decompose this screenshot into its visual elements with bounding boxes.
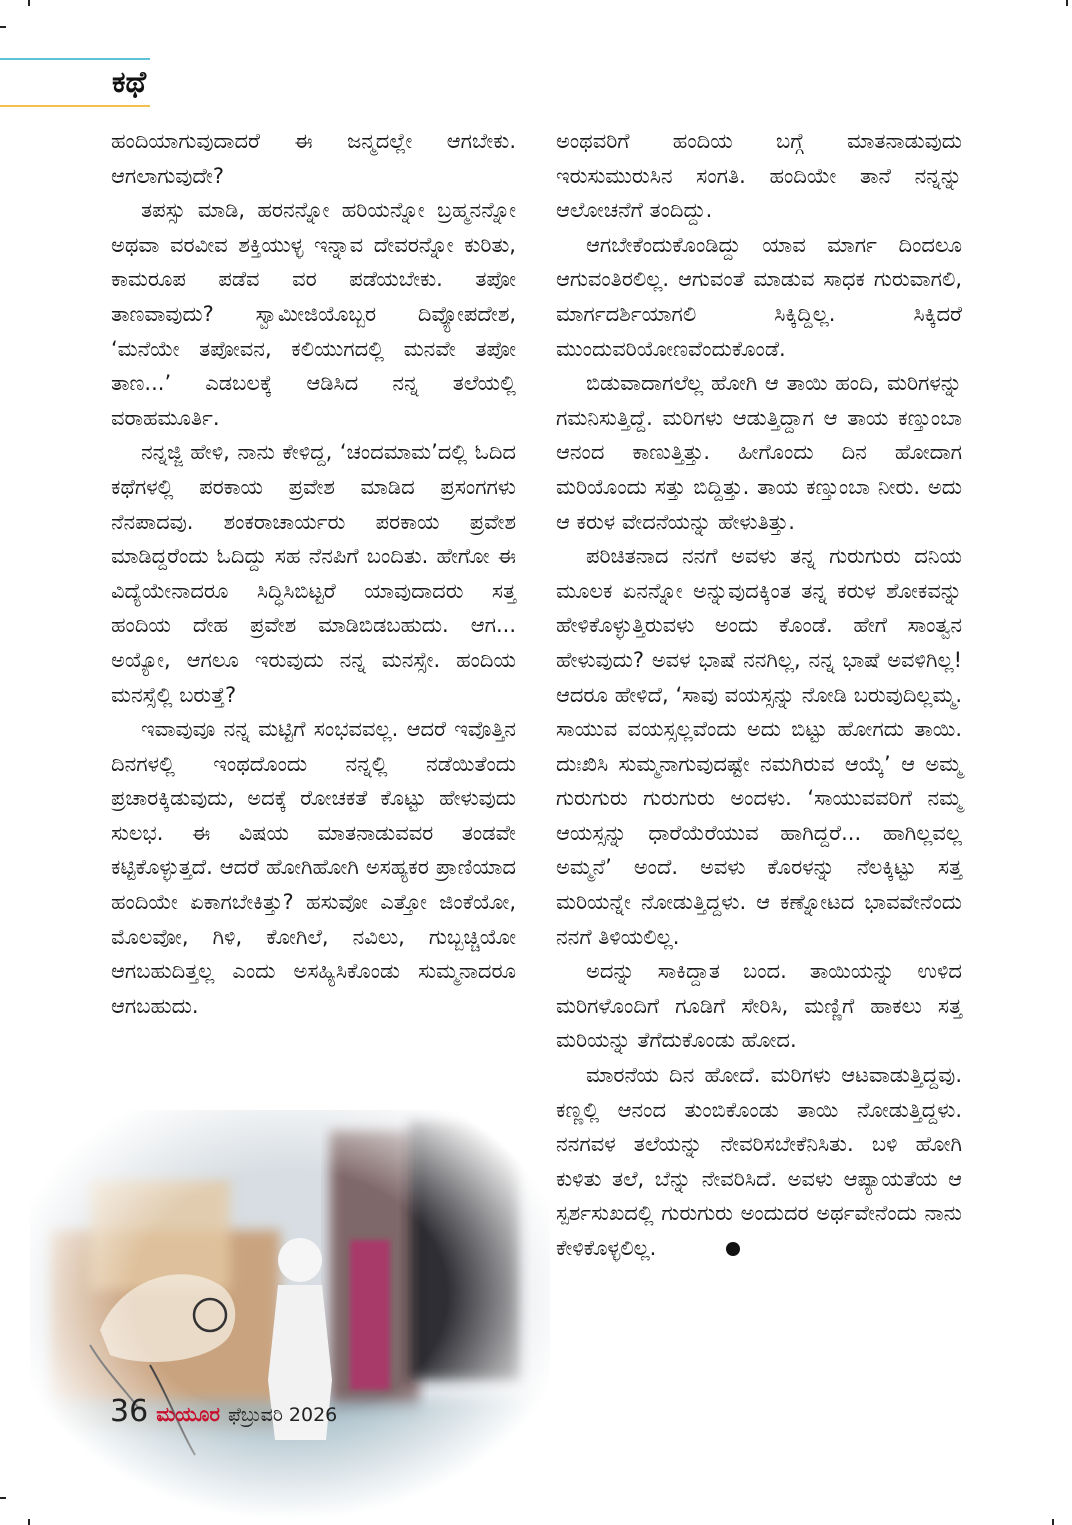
paragraph: ಅಂಥವರಿಗೆ ಹಂದಿಯ ಬಗ್ಗೆ ಮಾತನಾಡುವುದು ಇರುಸುಮುರುಸಿನ ಸಂಗತಿ. ಹಂದಿಯೇ ತಾನೆ ನನ್ನನ್ನು ಆಲೋಚನೆಗೆ ತಂದಿದ್ದು. [556,129,962,223]
magazine-logo: ಮಯೂರ [156,1402,220,1426]
paragraph: ಪರಿಚಿತನಾದ ನನಗೆ ಅವಳು ತನ್ನ ಗುರುಗುರು ದನಿಯ ಮೂಲಕ ಏನನ್ನೋ ಅನ್ನುವುದಕ್ಕಿಂತ ತನ್ನ ಕರುಳ ಶೋಕವನ್ನು ಹೇಳಿಕೊಳ್ಳುತ್ತಿರುವಳು ಅಂದು ಕೊಂಡೆ. ಹೇಗೆ ಸಾಂತ್ವನ ಹೇಳುವುದು? ಅವಳ ಭಾಷೆ ನನಗಿಲ್ಲ, ನನ್ನ ಭಾಷೆ ಅವಳಿಗಿಲ್ಲ! ಆದರೂ ಹೇಳಿದೆ, ‘ಸಾವು ವಯಸ್ಸನ್ನು ನೋಡಿ ಬರುವುದಿಲ್ಲಮ್ಮ. ಸಾಯುವ ವಯಸ್ಸಲ್ಲವೆಂದು ಅದು ಬಿಟ್ಟು ಹೋಗದು ತಾಯಿ. ದುಃಖಿಸಿ ಸುಮ್ಮನಾಗುವುದಷ್ಟೇ ನಮಗಿರುವ ಆಯ್ಕೆ’ ಆ ಅಮ್ಮ ಗುರುಗುರು ಗುರುಗುರು ಅಂದಳು. ‘ಸಾಯುವವರಿಗೆ ನಮ್ಮ ಆಯಸ್ಸನ್ನು ಧಾರೆಯೆರೆಯುವ ಹಾಗಿದ್ದರೆ... ಹಾಗಿಲ್ಲವಲ್ಲ ಅಮ್ಮನೆ’ ಅಂದೆ. ಅವಳು ಕೊರಳನ್ನು ನೆಲಕ್ಕಿಟ್ಟು ಸತ್ತ ಮರಿಯನ್ನೇ ನೋಡುತ್ತಿದ್ದಳು. ಆ ಕಣ್ನೋಟದ ಭಾವವೇನೆಂದು ನನಗೆ ತಿಳಿಯಲಿಲ್ಲ. [556,544,962,949]
header-rule-top [0,58,150,60]
paragraph: ಇವಾವುವೂ ನನ್ನ ಮಟ್ಟಿಗೆ ಸಂಭವವಲ್ಲ. ಆದರೆ ಇವೊತ್ತಿನ ದಿನಗಳಲ್ಲಿ ಇಂಥದೊಂದು ನನ್ನಲ್ಲಿ ನಡೆಯಿತೆಂದು ಪ್ರಚಾರಕ್ಕಿಡುವುದು, ಅದಕ್ಕೆ ರೋಚಕತೆ ಕೊಟ್ಟು ಹೇಳುವುದು ಸುಲಭ. ಈ ವಿಷಯ ಮಾತನಾಡುವವರ ತಂಡವೇ ಕಟ್ಟಿಕೊಳ್ಳುತ್ತದೆ. ಆದರೆ ಹೋಗಿಹೋಗಿ ಅಸಹ್ಯಕರ ಪ್ರಾಣಿಯಾದ ಹಂದಿಯೇ ಏಕಾಗಬೇಕಿತ್ತು? ಹಸುವೋ ಎತ್ತೋ ಜಿಂಕೆಯೋ, ಮೊಲವೋ, ಗಿಳಿ, ಕೋಗಿಲೆ, ನವಿಲು, ಗುಬ್ಬಚ್ಚಿಯೋ ಆಗಬಹುದಿತ್ತಲ್ಲ ಎಂದು ಅಸಹ್ಯಿಸಿಕೊಂಡು ಸುಮ್ಮನಾದರೂ ಆಗಬಹುದು. [111,717,516,1018]
paragraph-text: ಮಾರನೆಯ ದಿನ ಹೋದೆ. ಮರಿಗಳು ಆಟವಾಡುತ್ತಿದ್ದವು. ಕಣ್ಣಲ್ಲಿ ಆನಂದ ತುಂಬಿಕೊಂಡು ತಾಯಿ ನೋಡುತ್ತಿದ್ದಳು. ನನಗವಳ ತಲೆಯನ್ನು ನೇವರಿಸಬೇಕೆನಿಸಿತು. ಬಳಿ ಹೋಗಿ ಕುಳಿತು ತಲೆ, ಬೆನ್ನು ನೇವರಿಸಿದೆ. ಅವಳು ಆಪ್ಯಾಯತೆಯ ಆ ಸ್ಪರ್ಶಸುಖದಲ್ಲಿ ಗುರುಗುರು ಅಂದುದರ ಅರ್ಥವೇನೆಂದು ನಾನು ಕೇಳಿಕೊಳ್ಳಲಿಲ್ಲ. [556,1063,962,1260]
end-of-story-icon [726,1242,740,1256]
crop-mark [1052,1519,1054,1525]
issue-date: ಫೆಬ್ರುವರಿ 2026 [227,1404,338,1426]
paragraph: ತಪಸ್ಸು ಮಾಡಿ, ಹರನನ್ನೋ ಹರಿಯನ್ನೋ ಬ್ರಹ್ಮನನ್ನೋ ಅಥವಾ ವರವೀವ ಶಕ್ತಿಯುಳ್ಳ ಇನ್ನಾವ ದೇವರನ್ನೋ ಕುರಿತು, ಕಾಮರೂಪ ಪಡೆವ ವರ ಪಡೆಯಬೇಕು. ತಪೋ ತಾಣವಾವುದು? ಸ್ವಾಮೀಜಿಯೊಬ್ಬರ ದಿವ್ಯೋಪದೇಶ, ‘ಮನೆಯೇ ತಪೋವನ, ಕಲಿಯುಗದಲ್ಲಿ ಮನವೇ ತಪೋ ತಾಣ...’ ಎಡಬಲಕ್ಕೆ ಆಡಿಸಿದ ನನ್ನ ತಲೆಯಲ್ಲಿ ವರಾಹಮೂರ್ತಿ. [111,198,516,430]
header-rule-bottom [0,105,150,107]
paragraph: ಅದನ್ನು ಸಾಕಿದ್ದಾತ ಬಂದ. ತಾಯಿಯನ್ನು ಉಳಿದ ಮರಿಗಳೊಂದಿಗೆ ಗೂಡಿಗೆ ಸೇರಿಸಿ, ಮಣ್ಣಿಗೆ ಹಾಕಲು ಸತ್ತ ಮರಿಯನ್ನು ತೆಗೆದುಕೊಂಡು ಹೋದ. [556,959,962,1053]
page-footer [110,1394,337,1429]
page-number: 36 [110,1394,149,1429]
crop-mark [0,26,6,28]
crop-mark [0,1497,6,1499]
section-title: ಕಥೆ [112,65,147,100]
story-illustration [30,1110,550,1520]
paragraph: ಆಗಬೇಕೆಂದುಕೊಂಡಿದ್ದು ಯಾವ ಮಾರ್ಗ ದಿಂದಲೂ ಆಗುವಂತಿರಲಿಲ್ಲ. ಆಗುವಂತೆ ಮಾಡುವ ಸಾಧಕ ಗುರುವಾಗಲಿ, ಮಾರ್ಗದರ್ಶಿಯಾಗಲಿ ಸಿಕ್ಕಿದ್ದಿಲ್ಲ. ಸಿಕ್ಕಿದರೆ ಮುಂದುವರಿಯೋಣವೆಂದುಕೊಂಡೆ. [556,232,962,361]
paragraph: ನನ್ನಜ್ಜಿ ಹೇಳಿ, ನಾನು ಕೇಳಿದ್ದ, ‘ಚಂದಮಾಮ’ದಲ್ಲಿ ಓದಿದ ಕಥೆಗಳಲ್ಲಿ ಪರಕಾಯ ಪ್ರವೇಶ ಮಾಡಿದ ಪ್ರಸಂಗಗಳು ನೆನಪಾದವು. ಶಂಕರಾಚಾರ್ಯರು ಪರಕಾಯ ಪ್ರವೇಶ ಮಾಡಿದ್ದರೆಂದು ಓದಿದ್ದು ಸಹ ನೆನಪಿಗೆ ಬಂದಿತು. ಹೇಗೋ ಈ ವಿದ್ಯೆಯೇನಾದರೂ ಸಿದ್ಧಿಸಿಬಿಟ್ಟರೆ ಯಾವುದಾದರು ಸತ್ತ ಹಂದಿಯ ದೇಹ ಪ್ರವೇಶ ಮಾಡಿಬಿಡಬಹುದು. ಆಗ... ಅಯ್ಯೋ, ಆಗಲೂ ಇರುವುದು ನನ್ನ ಮನಸ್ಸೇ. ಹಂದಿಯ ಮನಸ್ಸೆಲ್ಲಿ ಬರುತ್ತೆ? [111,440,516,707]
left-column [111,124,516,1023]
paragraph: ಹಂದಿಯಾಗುವುದಾದರೆ ಈ ಜನ್ಮದಲ್ಲೇ ಆಗಬೇಕು. ಆಗಲಾಗುವುದೇ? [111,129,516,188]
crop-mark [28,0,30,6]
last-paragraph [556,1058,962,1266]
paragraph: ಬಿಡುವಾದಾಗಲೆಲ್ಲ ಹೋಗಿ ಆ ತಾಯಿ ಹಂದಿ, ಮರಿಗಳನ್ನು ಗಮನಿಸುತ್ತಿದ್ದೆ. ಮರಿಗಳು ಆಡುತ್ತಿದ್ದಾಗ ಆ ತಾಯ ಕಣ್ತುಂಬಾ ಆನಂದ ಕಾಣುತ್ತಿತ್ತು. ಹೀಗೊಂದು ದಿನ ಹೋದಾಗ ಮರಿಯೊಂದು ಸತ್ತು ಬಿದ್ದಿತ್ತು. ತಾಯ ಕಣ್ತುಂಬಾ ನೀರು. ಅದು ಆ ಕರುಳ ವೇದನೆಯನ್ನು ಹೇಳುತಿತ್ತು. [556,371,962,534]
right-column [556,124,962,1266]
crop-mark [1066,0,1068,6]
